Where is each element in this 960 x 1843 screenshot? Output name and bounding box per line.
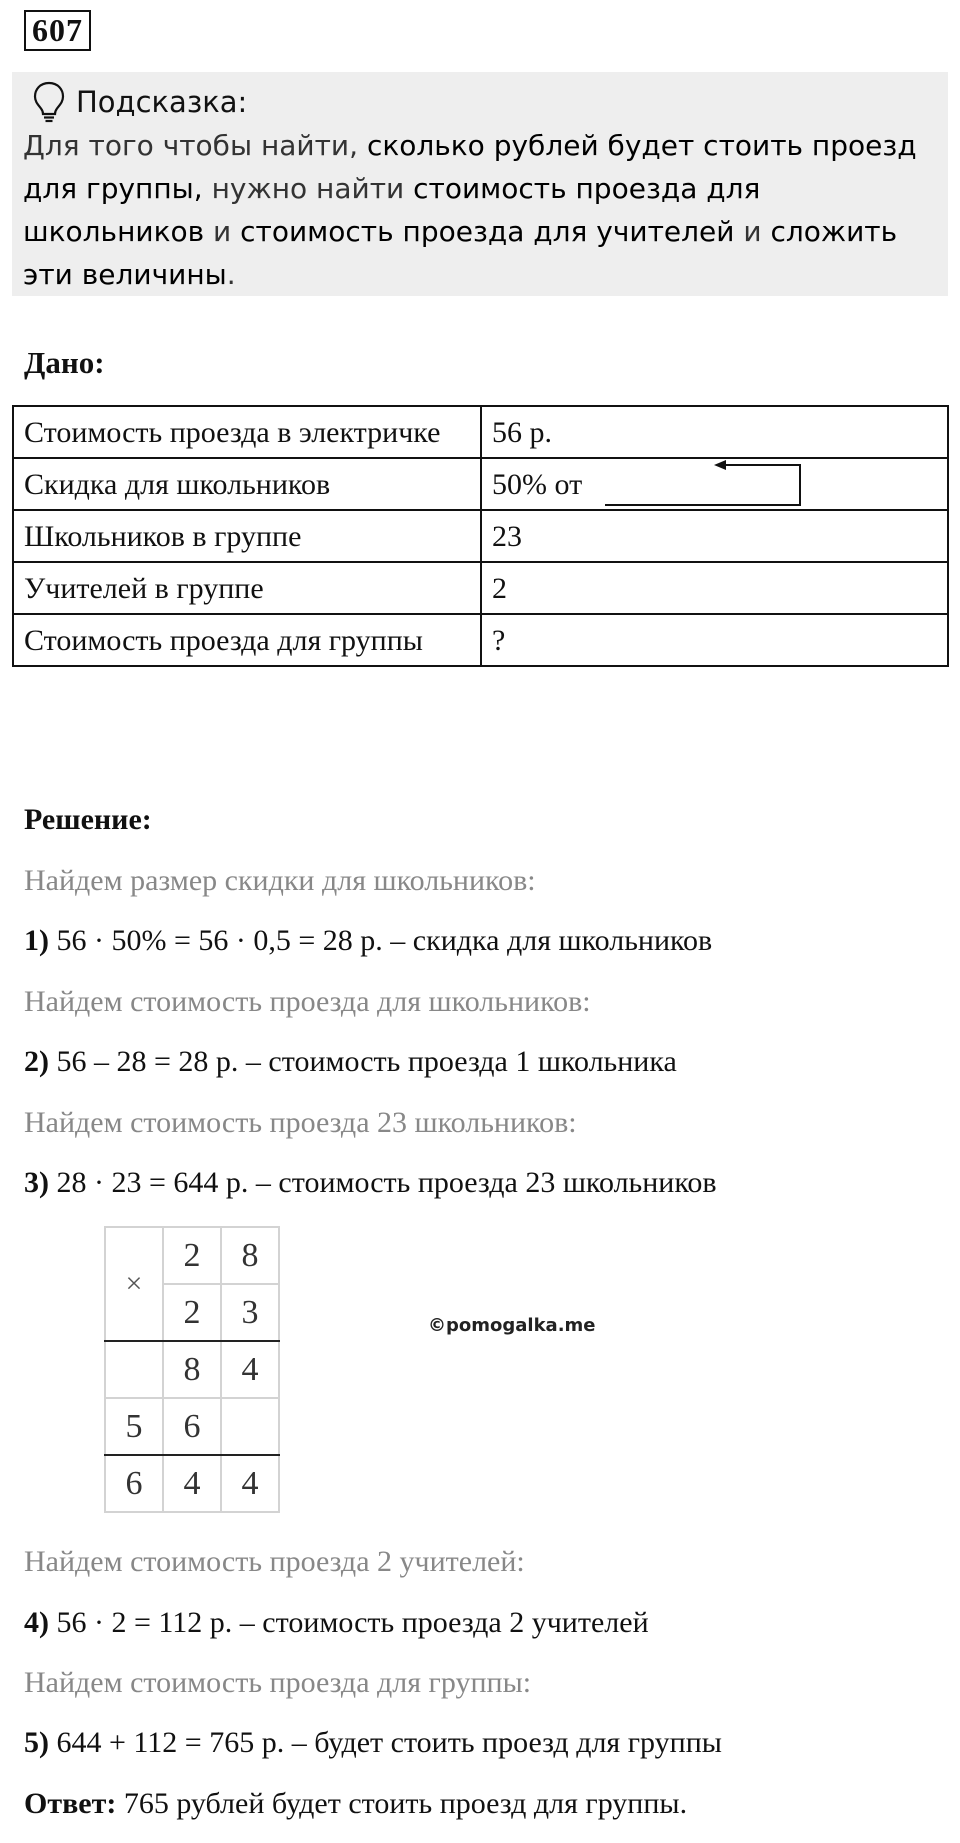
solution-comment: Найдем стоимость проезда 2 учителей:	[24, 1545, 525, 1578]
grid-cell	[221, 1398, 279, 1455]
given-label: Школьников в группе	[13, 510, 481, 562]
grid-cell: 2	[163, 1284, 221, 1341]
hint-text	[23, 124, 943, 296]
solution-title: Решение:	[24, 803, 152, 836]
given-title: Дано:	[24, 345, 105, 380]
solution-step: 3) 28 · 23 = 644 р. – стоимость проезда 23 школьников	[24, 1166, 717, 1199]
hint-text-part: и	[734, 215, 771, 248]
grid-cell: 6	[163, 1398, 221, 1455]
reference-arrow	[600, 455, 810, 515]
task-number: 607	[24, 10, 91, 51]
hint-title: Подсказка:	[76, 85, 248, 119]
given-value: ?	[481, 614, 948, 666]
hint-box	[12, 72, 948, 296]
grid-cell	[105, 1341, 163, 1398]
grid-cell: 4	[221, 1455, 279, 1512]
watermark: ©pomogalka.me	[428, 1315, 596, 1336]
solution-comment: Найдем стоимость проезда для группы:	[24, 1666, 532, 1699]
solution-comment: Найдем стоимость проезда для школьников:	[24, 985, 591, 1018]
given-label: Учителей в группе	[13, 562, 481, 614]
given-label: Скидка для школьников	[13, 458, 481, 510]
hint-emphasis: стоимость проезда для учителей	[240, 215, 735, 248]
hint-emphasis: стоимость проезда для школьников	[23, 172, 761, 248]
hint-text-part: нужно найти	[202, 172, 414, 205]
grid-cell: 4	[221, 1341, 279, 1398]
solution-step: 1) 56 · 50% = 56 · 0,5 = 28 р. – скидка для школьников	[24, 924, 713, 957]
multiply-sign: ×	[105, 1227, 163, 1341]
given-value: 2	[481, 562, 948, 614]
solution-step: 2) 56 – 28 = 28 р. – стоимость проезда 1 школьника	[24, 1045, 677, 1078]
table-row	[13, 562, 948, 614]
solution-comment: Найдем размер скидки для школьников:	[24, 864, 536, 897]
solution-step: 4) 56 · 2 = 112 р. – стоимость проезда 2 учителей	[24, 1606, 649, 1639]
hint-text-part: Для того чтобы найти,	[23, 129, 367, 162]
answer-line: Ответ: 765 рублей будет стоить проезд для группы.	[24, 1787, 688, 1820]
hint-header	[32, 80, 247, 124]
grid-cell: 5	[105, 1398, 163, 1455]
hint-emphasis: сложить эти величины	[23, 215, 898, 291]
given-table	[12, 405, 949, 667]
table-row	[13, 406, 948, 458]
grid-cell: 2	[163, 1227, 221, 1284]
given-value: 50% от	[481, 458, 948, 510]
given-value: 56 р.	[481, 406, 948, 458]
grid-cell: 8	[163, 1341, 221, 1398]
table-row	[13, 510, 948, 562]
given-label: Стоимость проезда в электричке	[13, 406, 481, 458]
hint-emphasis: сколько рублей будет стоить проезд для группы,	[23, 129, 917, 205]
lightbulb-icon	[32, 80, 66, 124]
multiplication-grid	[104, 1226, 280, 1513]
given-value: 23	[481, 510, 948, 562]
grid-cell: 6	[105, 1455, 163, 1512]
given-label: Стоимость проезда для группы	[13, 614, 481, 666]
grid-cell: 8	[221, 1227, 279, 1284]
hint-text-part: и	[204, 215, 241, 248]
grid-cell: 3	[221, 1284, 279, 1341]
solution-step: 5) 644 + 112 = 765 р. – будет стоить проезд для группы	[24, 1726, 722, 1759]
hint-text-part: .	[226, 258, 236, 291]
grid-cell: 4	[163, 1455, 221, 1512]
solution-comment: Найдем стоимость проезда 23 школьников:	[24, 1106, 577, 1139]
table-row	[13, 614, 948, 666]
